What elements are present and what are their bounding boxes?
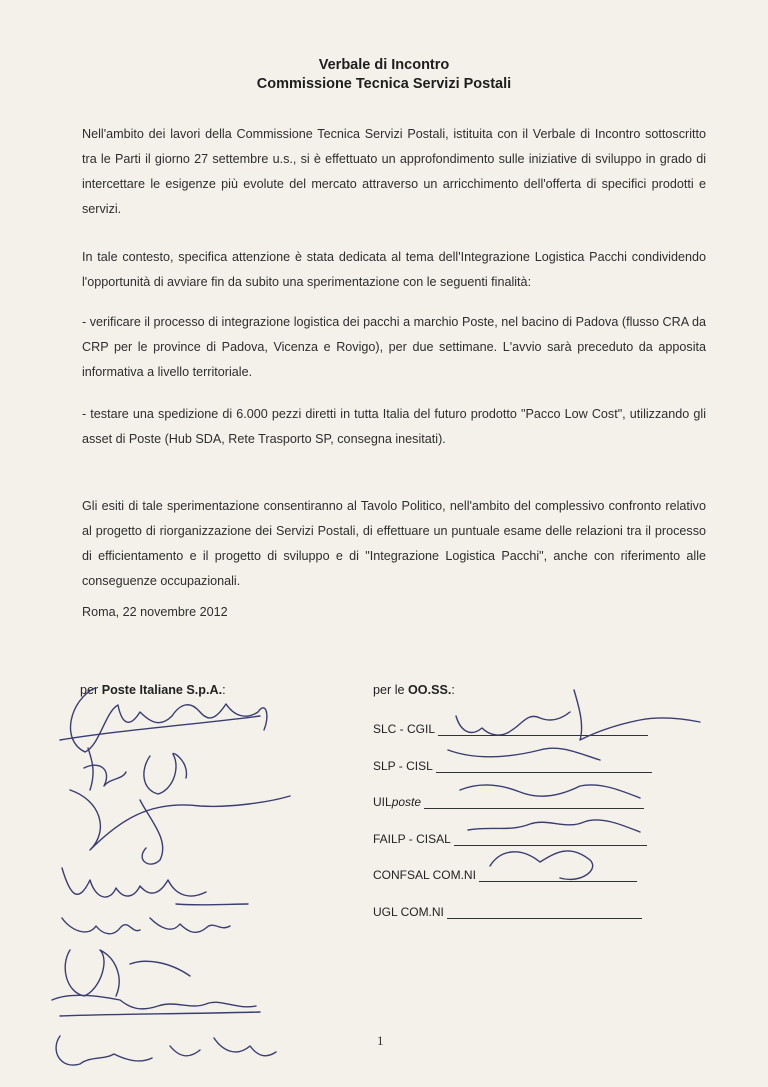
paragraph-verify: - verificare il processo di integrazione logistica dei pacchi a marchio Poste, nel bacino di Padova (flusso CRA da CRP per le province di Padova, Vicenza e Rovigo), per due settimane. L'avvio sarà preceduto da apposita informativa a livello territoriale.: [82, 315, 706, 379]
paragraph-intro: Nell'ambito dei lavori della Commissione Tecnica Servizi Postali, istituita con il Verbale di Incontro sottoscritto tra le Parti il giorno 27 settembre u.s., si è effettuato un approfondimento sulle iniziative di sviluppo in grado di intercettare le esigenze più evolute del mercato attraverso un arricchimento dell'offerta di specifici prodotti e servizi.: [82, 127, 706, 216]
signature-line: [438, 734, 648, 736]
unions-prefix: per le: [373, 683, 409, 697]
poste-company-name: Poste Italiane S.p.A.: [101, 683, 223, 697]
poste-suffix: :: [222, 683, 226, 697]
union-row-confsal: [373, 868, 637, 882]
signature-line: [424, 807, 644, 809]
union-label: FAILP - CISAL: [373, 832, 451, 846]
union-signatures: [448, 690, 700, 879]
union-label: UGL COM.NI: [373, 905, 444, 919]
signature-stroke: [62, 868, 248, 905]
title-line-2: Commissione Tecnica Servizi Postali: [256, 76, 512, 92]
signature-stroke: [144, 753, 187, 794]
union-row-uil-poste: [373, 795, 644, 809]
paragraph-context: In tale contesto, specifica attenzione è stata dedicata al tema dell'Integrazione Logistica Pacchi condividendo l'opportunità di avviare fin da subito una sperimentazione con le seguenti finalità:: [82, 250, 706, 289]
signature-stroke: [56, 1036, 276, 1065]
title-line-1: Verbale di Incontro: [318, 57, 450, 73]
signature-stroke: [60, 716, 260, 740]
unions-signatory-label: [373, 683, 455, 697]
signature-line: [436, 771, 652, 773]
unions-suffix: :: [451, 683, 455, 697]
paragraph-test: - testare una spedizione di 6.000 pezzi diretti in tutta Italia del futuro prodotto "Pacco Low Cost", utilizzando gli asset di Poste (Hub SDA, Rete Trasporto SP, consegna inesitati).: [82, 407, 706, 446]
place-and-date: Roma, 22 novembre 2012: [82, 605, 228, 619]
signature-stroke: [84, 748, 126, 790]
union-row-slp-cisl: [373, 759, 652, 773]
signature-stroke: [468, 820, 640, 832]
page-number: 1: [377, 1033, 384, 1048]
signature-stroke: [52, 995, 260, 1016]
signature-stroke: [65, 950, 190, 996]
poste-prefix: per: [80, 683, 102, 697]
poste-signatory-label: [80, 683, 226, 697]
union-row-slc-cgil: [373, 722, 648, 736]
union-row-failp-cisal: [373, 832, 647, 846]
signature-line: [447, 917, 642, 919]
document-title: [0, 56, 768, 94]
union-label: SLC - CGIL: [373, 722, 436, 736]
union-row-ugl: [373, 905, 642, 919]
union-label: SLP - CISL: [373, 759, 433, 773]
signature-stroke: [70, 790, 290, 850]
unions-name: OO.SS.: [408, 683, 452, 697]
union-label-italic: poste: [391, 795, 422, 809]
poste-signatures: [52, 688, 290, 1065]
signature-line: [479, 880, 637, 882]
union-label: UIL: [373, 795, 392, 809]
signature-line: [454, 844, 647, 846]
signature-stroke: [71, 688, 267, 752]
union-label: CONFSAL COM.NI: [373, 868, 476, 882]
signature-stroke: [140, 800, 163, 864]
signature-stroke: [62, 918, 230, 934]
paragraph-outcomes: Gli esiti di tale sperimentazione consentiranno al Tavolo Politico, nell'ambito del complessivo confronto relativo al progetto di riorganizzazione dei Servizi Postali, di effettuare un puntuale esame delle relazioni tra il processo di efficientamento e il progetto di sviluppo e di "Integrazione Logistica Pacchi", anche con riferimento alle conseguenze occupazionali.: [82, 499, 706, 588]
